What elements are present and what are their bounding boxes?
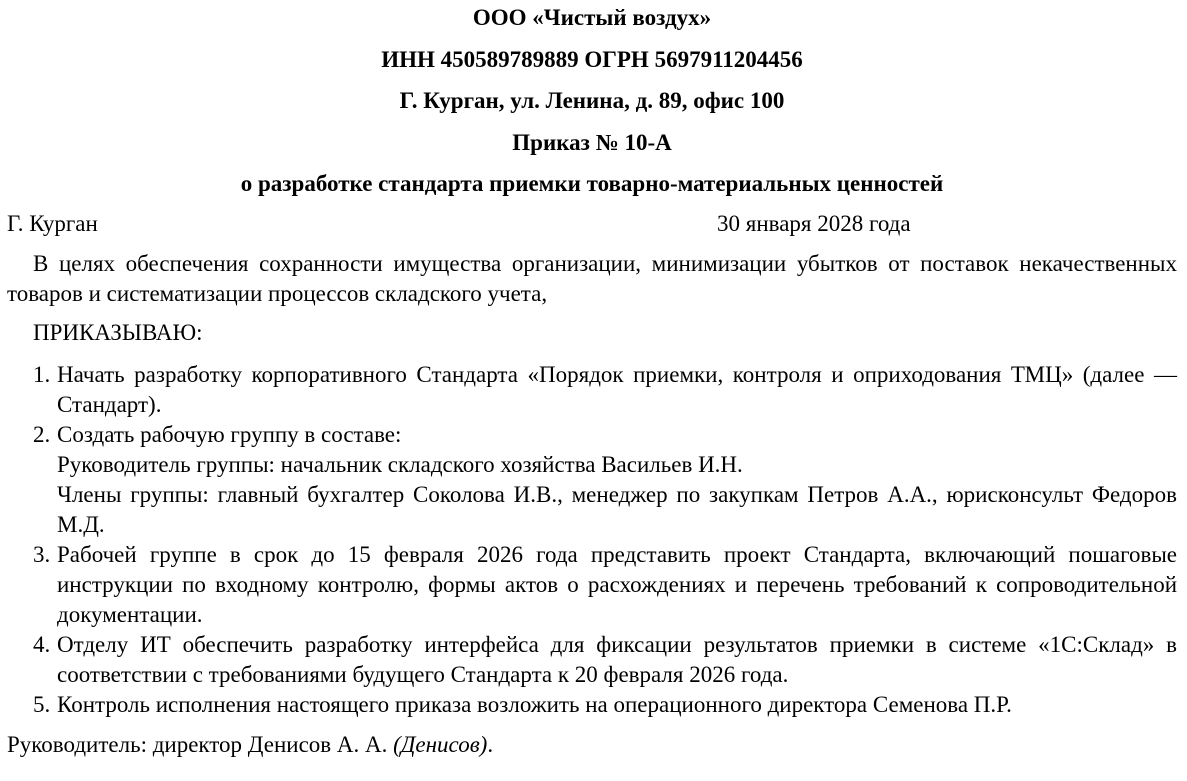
order-item	[7, 690, 1177, 720]
item-text: Контроль исполнения настоящего приказа возложить на операционного директора Семенова П.Р.	[57, 692, 1012, 717]
group-leader: Руководитель группы: начальник складского хозяйства Васильев И.Н.	[57, 452, 743, 477]
item-text: Создать рабочую группу в составе:	[57, 422, 402, 447]
order-item	[7, 630, 1177, 690]
item-text: Начать разработку корпоративного Стандарта «Порядок приемки, контроля и оприходования ТМЦ» (далее — Стандарт).	[57, 362, 1177, 417]
item-text: Отделу ИТ обеспечить разработку интерфейса для фиксации результатов приемки в системе «1С:Склад» в соответствии с требованиями будущего Стандарта к 20 февраля 2026 года.	[57, 632, 1177, 687]
order-items	[7, 360, 1177, 720]
item-text: Рабочей группе в срок до 15 февраля 2026 года представить проект Стандарта, включающий пошаговые инструкции по входному контролю, формы актов о расхождениях и перечень требований к сопроводительной документации.	[57, 542, 1177, 627]
item-number: 4.	[33, 632, 51, 657]
order-place: Г. Курган	[7, 211, 98, 236]
preamble: В целях обеспечения сохранности имущества организации, минимизации убытков от поставок некачественных товаров и систематизации процессов складского учета,	[7, 251, 1177, 306]
order-item	[7, 420, 1177, 540]
signature-end: .	[487, 732, 494, 757]
order-item	[7, 360, 1177, 420]
item-number: 1.	[33, 362, 51, 387]
signature-label: Руководитель: директор Денисов А. А.	[7, 732, 388, 757]
order-word: ПРИКАЗЫВАЮ:	[33, 320, 203, 345]
order-date: 30 января 2028 года	[717, 211, 911, 236]
item-number: 2.	[33, 422, 51, 447]
group-members: Члены группы: главный бухгалтер Соколова И.В., менеджер по закупкам Петров А.А., юрисконсульт Федоров М.Д.	[57, 482, 1177, 537]
company-ids: ИНН 450589789889 ОГРН 5697911204456	[381, 46, 803, 72]
item-number: 5.	[33, 692, 51, 717]
order-item	[7, 540, 1177, 630]
company-name: ООО «Чистый воздух»	[472, 5, 712, 30]
company-address: Г. Курган, ул. Ленина, д. 89, офис 100	[399, 88, 785, 113]
signature-name: (Денисов)	[393, 732, 488, 757]
order-number: Приказ № 10-А	[512, 129, 672, 155]
place-date-row	[7, 209, 1177, 239]
order-subject: о разработке стандарта приемки товарно-материальных ценностей	[240, 171, 944, 196]
signature-line	[7, 730, 1177, 760]
item-number: 3.	[33, 542, 51, 567]
